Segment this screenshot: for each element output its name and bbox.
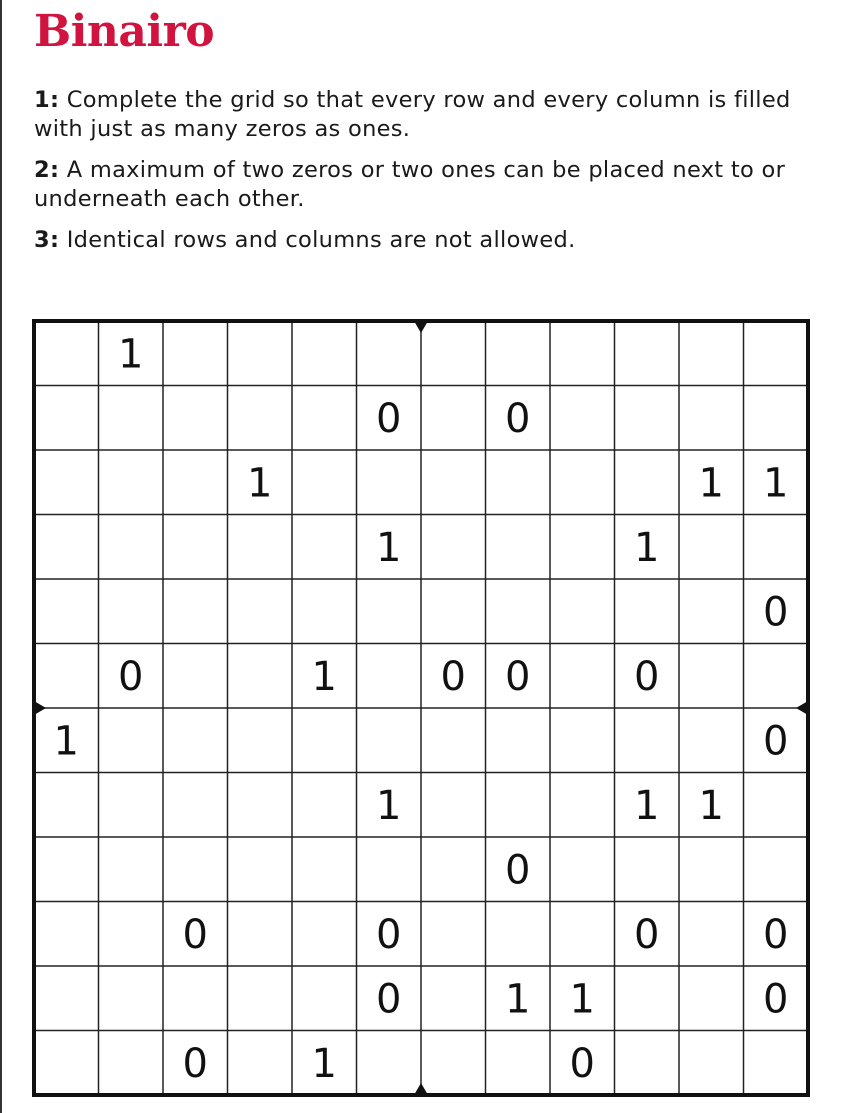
cell-digit-zero: 0 [634, 911, 660, 958]
rules-list [34, 86, 824, 267]
grid-cell[interactable] [228, 902, 293, 967]
grid-cell[interactable] [163, 515, 228, 580]
grid-cell[interactable] [228, 773, 293, 838]
cell-digit-one: 1 [569, 976, 595, 1023]
grid-cell[interactable] [163, 966, 228, 1031]
grid-cell[interactable] [292, 579, 357, 644]
grid-cell[interactable] [421, 773, 486, 838]
cell-digit-zero: 0 [376, 395, 402, 442]
grid-cell[interactable] [421, 321, 486, 386]
grid-cell[interactable] [550, 644, 615, 709]
grid-cell[interactable] [163, 321, 228, 386]
grid-canvas [32, 319, 810, 1097]
cell-digit-zero: 0 [182, 1040, 208, 1087]
grid-cell[interactable] [679, 321, 744, 386]
grid-cell[interactable] [99, 902, 164, 967]
cell-digit-one: 1 [247, 460, 273, 507]
grid-cell[interactable] [163, 450, 228, 515]
grid-cell[interactable] [163, 386, 228, 451]
cell-digit-one: 1 [698, 460, 724, 507]
grid-cell[interactable] [34, 902, 99, 967]
grid-cell[interactable] [615, 1031, 680, 1096]
grid-cell[interactable] [99, 708, 164, 773]
grid-cell[interactable] [744, 515, 809, 580]
grid-cell[interactable] [550, 450, 615, 515]
cell-digit-one: 1 [311, 653, 337, 700]
grid-cell[interactable] [34, 515, 99, 580]
cell-digit-one: 1 [634, 782, 660, 829]
grid-cell[interactable] [163, 773, 228, 838]
grid-cell[interactable] [615, 321, 680, 386]
rule-3 [34, 226, 824, 255]
cell-digit-zero: 0 [505, 653, 531, 700]
cell-digit-one: 1 [698, 782, 724, 829]
grid-cell[interactable] [679, 708, 744, 773]
grid-cell[interactable] [679, 579, 744, 644]
cell-digit-zero: 0 [763, 911, 789, 958]
grid-cell[interactable] [486, 515, 551, 580]
cell-digit-zero: 0 [505, 847, 531, 894]
cell-digit-one: 1 [53, 718, 79, 765]
cell-digit-zero: 0 [569, 1040, 595, 1087]
grid-cell[interactable] [679, 515, 744, 580]
grid-cell[interactable] [421, 515, 486, 580]
cell-digit-zero: 0 [763, 976, 789, 1023]
grid-cell[interactable] [292, 902, 357, 967]
grid-cell[interactable] [357, 450, 422, 515]
grid-cell[interactable] [34, 644, 99, 709]
left-border-rule [0, 0, 2, 1113]
grid-cell[interactable] [421, 579, 486, 644]
cell-digit-zero: 0 [763, 589, 789, 636]
rule-3-text: Identical rows and columns are not allowed. [59, 227, 576, 253]
grid-cell[interactable] [357, 321, 422, 386]
grid-cell[interactable] [421, 966, 486, 1031]
grid-cell[interactable] [357, 644, 422, 709]
grid-cell[interactable] [228, 644, 293, 709]
grid-cell[interactable] [486, 321, 551, 386]
grid-cell[interactable] [34, 450, 99, 515]
grid-cell[interactable] [550, 837, 615, 902]
cell-digit-zero: 0 [182, 911, 208, 958]
rule-1 [34, 86, 824, 144]
cell-digit-one: 1 [376, 524, 402, 571]
grid-cell[interactable] [421, 386, 486, 451]
cell-digit-one: 1 [763, 460, 789, 507]
grid-cell[interactable] [421, 902, 486, 967]
grid-cell[interactable] [99, 579, 164, 644]
grid-cell[interactable] [486, 579, 551, 644]
grid-cell[interactable] [228, 321, 293, 386]
grid-cell[interactable] [744, 386, 809, 451]
cell-digit-one: 1 [376, 782, 402, 829]
grid-cell[interactable] [421, 837, 486, 902]
grid-cell[interactable] [228, 837, 293, 902]
grid-cell[interactable] [34, 386, 99, 451]
grid-cell[interactable] [615, 386, 680, 451]
cell-digit-one: 1 [311, 1040, 337, 1087]
grid-cell[interactable] [99, 773, 164, 838]
grid-cell[interactable] [99, 515, 164, 580]
grid-cell[interactable] [744, 321, 809, 386]
grid-cell[interactable] [34, 321, 99, 386]
grid-cell[interactable] [615, 708, 680, 773]
grid-cell[interactable] [99, 837, 164, 902]
page-title: Binairo [34, 6, 215, 57]
grid-cell[interactable] [228, 579, 293, 644]
grid-cell[interactable] [163, 644, 228, 709]
rule-2-number: 2: [34, 157, 60, 183]
rule-1-text: Complete the grid so that every row and every column is filled with just as many zeros as ones. [34, 87, 791, 142]
grid-cell[interactable] [486, 773, 551, 838]
grid-cell[interactable] [228, 966, 293, 1031]
cell-digit-zero: 0 [763, 718, 789, 765]
cell-digit-zero: 0 [376, 911, 402, 958]
grid-cell[interactable] [99, 450, 164, 515]
grid-cell[interactable] [292, 773, 357, 838]
grid-cell[interactable] [550, 321, 615, 386]
grid-cell[interactable] [550, 708, 615, 773]
grid-cell[interactable] [615, 837, 680, 902]
grid-cell[interactable] [486, 902, 551, 967]
grid-cell[interactable] [679, 837, 744, 902]
grid-cell[interactable] [34, 1031, 99, 1096]
cell-digit-zero: 0 [440, 653, 466, 700]
grid-cell[interactable] [744, 837, 809, 902]
grid-cell[interactable] [421, 1031, 486, 1096]
grid-cell[interactable] [292, 708, 357, 773]
rule-2 [34, 156, 824, 214]
cell-digit-zero: 0 [118, 653, 144, 700]
grid-cell[interactable] [357, 837, 422, 902]
grid-cell[interactable] [550, 773, 615, 838]
grid-cell[interactable] [679, 1031, 744, 1096]
grid-cell[interactable] [421, 708, 486, 773]
grid-cell[interactable] [99, 1031, 164, 1096]
cell-digit-zero: 0 [505, 395, 531, 442]
grid-cell[interactable] [679, 966, 744, 1031]
grid-cell[interactable] [34, 579, 99, 644]
grid-cell[interactable] [421, 450, 486, 515]
grid-cell[interactable] [34, 837, 99, 902]
cell-digit-one: 1 [505, 976, 531, 1023]
grid-cell[interactable] [163, 837, 228, 902]
grid-cell[interactable] [550, 902, 615, 967]
grid-cell[interactable] [292, 837, 357, 902]
grid-cell[interactable] [292, 386, 357, 451]
cell-digit-one: 1 [634, 524, 660, 571]
grid-cell[interactable] [34, 773, 99, 838]
grid-cell[interactable] [163, 579, 228, 644]
grid-cell[interactable] [292, 321, 357, 386]
cell-digit-zero: 0 [376, 976, 402, 1023]
grid-cell[interactable] [228, 386, 293, 451]
grid-cell[interactable] [99, 966, 164, 1031]
grid-cell[interactable] [228, 515, 293, 580]
grid-cell[interactable] [486, 708, 551, 773]
grid-cell[interactable] [744, 644, 809, 709]
grid-cell[interactable] [615, 966, 680, 1031]
grid-cell[interactable] [99, 386, 164, 451]
grid-cell[interactable] [679, 644, 744, 709]
cell-digit-one: 1 [118, 331, 144, 378]
grid-cell[interactable] [228, 1031, 293, 1096]
grid-cell[interactable] [228, 708, 293, 773]
grid-cell[interactable] [292, 450, 357, 515]
cell-digit-zero: 0 [634, 653, 660, 700]
grid-cell[interactable] [679, 386, 744, 451]
binairo-board [32, 319, 810, 1097]
grid-cell[interactable] [292, 515, 357, 580]
grid-cell[interactable] [679, 902, 744, 967]
rule-1-number: 1: [34, 87, 60, 113]
rule-3-number: 3: [34, 227, 60, 253]
grid-cell[interactable] [486, 1031, 551, 1096]
grid-cell[interactable] [357, 579, 422, 644]
grid-cell[interactable] [486, 450, 551, 515]
grid-cell[interactable] [550, 579, 615, 644]
grid-cell[interactable] [744, 773, 809, 838]
grid-cell[interactable] [34, 966, 99, 1031]
grid-cell[interactable] [163, 708, 228, 773]
grid-cell[interactable] [292, 966, 357, 1031]
grid-cell[interactable] [615, 579, 680, 644]
grid-cell[interactable] [357, 708, 422, 773]
grid-cell[interactable] [357, 1031, 422, 1096]
grid-cell[interactable] [615, 450, 680, 515]
grid-cell[interactable] [550, 386, 615, 451]
rule-2-text: A maximum of two zeros or two ones can be placed next to or underneath each other. [34, 157, 786, 212]
grid-cell[interactable] [550, 515, 615, 580]
grid-cell[interactable] [744, 1031, 809, 1096]
